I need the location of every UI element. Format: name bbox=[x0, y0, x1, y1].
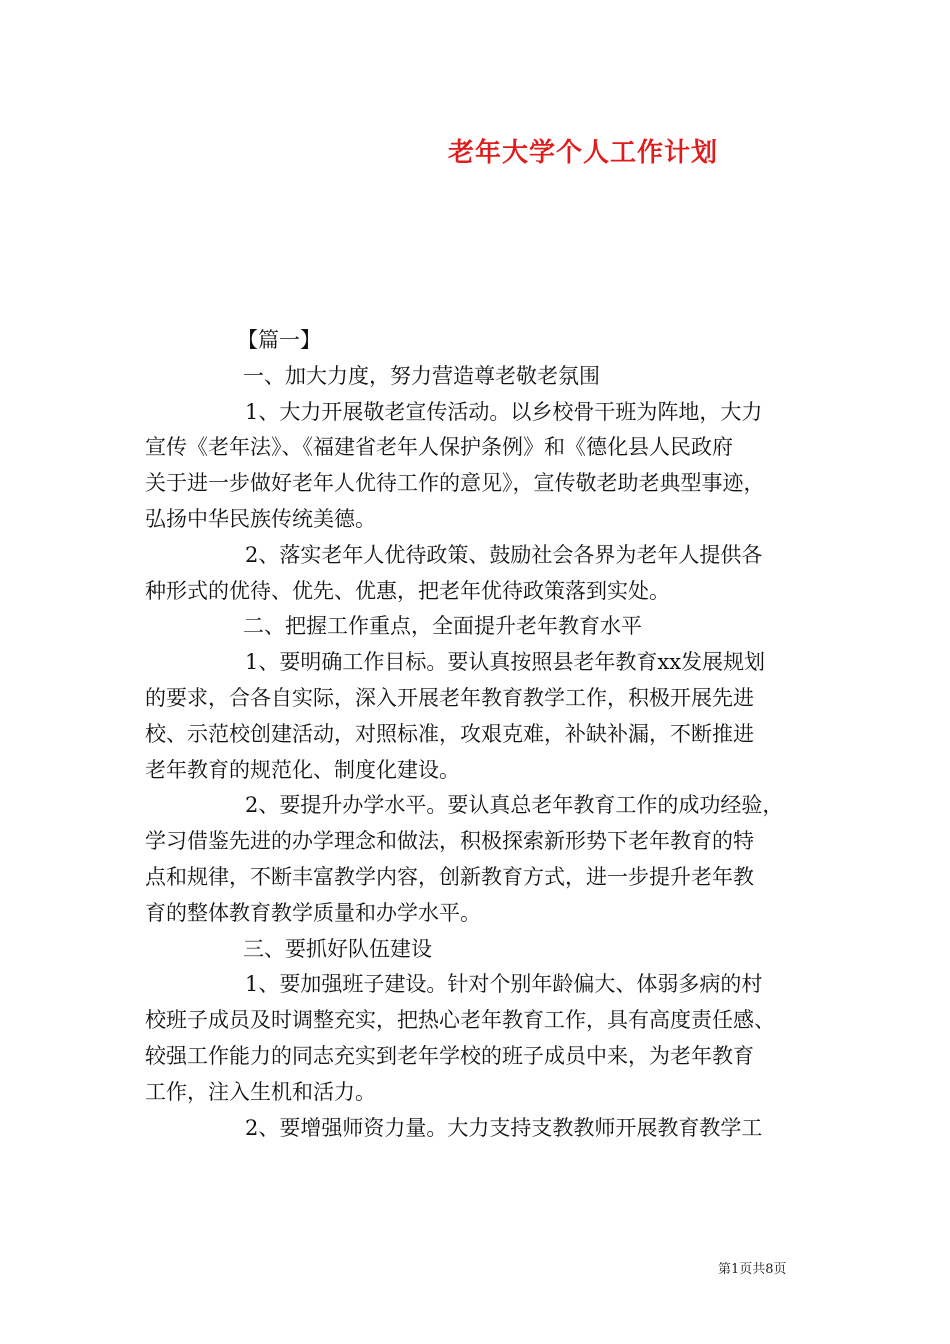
paragraph-line: 老年教育的规范化、制度化建设。 bbox=[145, 757, 460, 782]
paragraph-line: 关于进一步做好老年人优待工作的意见》，宣传敬老助老典型事迹， bbox=[145, 471, 765, 496]
paragraph-line: 工作，注入生机和活力。 bbox=[145, 1079, 376, 1104]
paragraph-line: 较强工作能力的同志充实到老年学校的班子成员中来，为老年教育 bbox=[145, 1043, 754, 1068]
paragraph-line: 1、要明确工作目标。要认真按照县老年教育xx发展规划 bbox=[245, 650, 766, 675]
paragraph-line: 的要求，合各自实际，深入开展老年教育教学工作，积极开展先进 bbox=[145, 685, 754, 710]
section-heading: 一、加大力度，努力营造尊老敬老氛围 bbox=[243, 363, 600, 388]
paragraph-line: 2、落实老年人优待政策、鼓励社会各界为老年人提供各 bbox=[245, 542, 763, 567]
page-number: 第1页共8页 bbox=[718, 1262, 787, 1277]
paragraph-line: 弘扬中华民族传统美德。 bbox=[145, 506, 376, 531]
paragraph-line: 2、要提升办学水平。要认真总老年教育工作的成功经验， bbox=[245, 793, 784, 818]
paragraph-line: 点和规律，不断丰富教学内容，创新教育方式，进一步提升老年教 bbox=[145, 864, 754, 889]
paragraph-line: 种形式的优待、优先、优惠，把老年优待政策落到实处。 bbox=[145, 578, 670, 603]
document-title: 老年大学个人工作计划 bbox=[448, 138, 719, 168]
paragraph-line: 2、要增强师资力量。大力支持支教教师开展教育教学工 bbox=[245, 1115, 763, 1140]
paragraph-line: 校班子成员及时调整充实，把热心老年教育工作，具有高度责任感、 bbox=[145, 1008, 775, 1033]
paragraph-line: 1、要加强班子建设。针对个别年龄偏大、体弱多病的村 bbox=[245, 972, 763, 997]
paragraph-line: 校、示范校创建活动，对照标准，攻艰克难，补缺补漏，不断推进 bbox=[145, 721, 754, 746]
document-body bbox=[145, 323, 830, 1146]
paragraph-line: 育的整体教育教学质量和办学水平。 bbox=[145, 900, 481, 925]
paragraph-line: 学习借鉴先进的办学理念和做法，积极探索新形势下老年教育的特 bbox=[145, 829, 754, 854]
paragraph-line: 宣传《老年法》、《福建省老年人保护条例》和《德化县人民政府 bbox=[145, 435, 733, 460]
section-label: 【篇一】 bbox=[237, 328, 321, 352]
section-heading: 三、要抓好队伍建设 bbox=[243, 936, 432, 961]
paragraph-line: 1、大力开展敬老宣传活动。以乡校骨干班为阵地，大力 bbox=[245, 399, 763, 424]
section-heading: 二、把握工作重点，全面提升老年教育水平 bbox=[243, 614, 642, 639]
